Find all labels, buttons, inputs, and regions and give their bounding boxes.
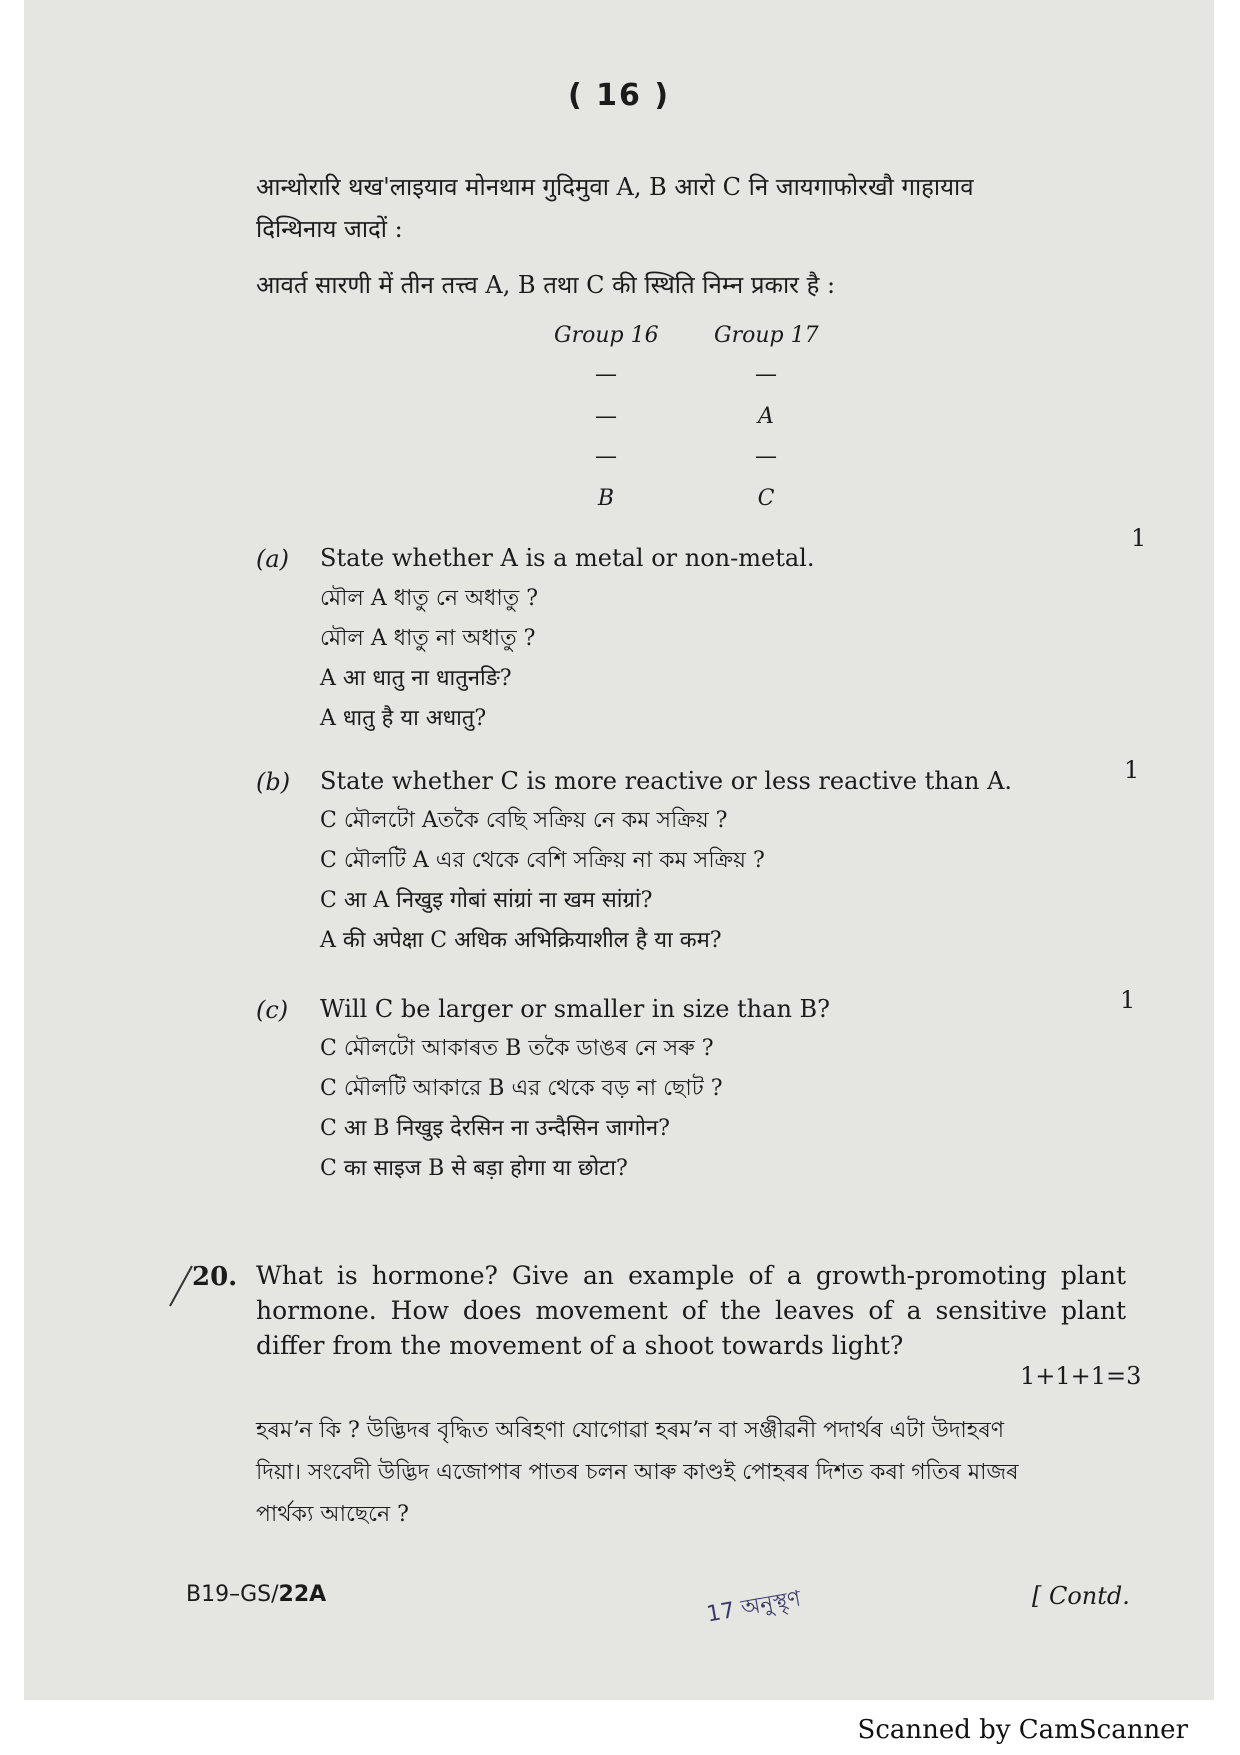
subq-a-marks: 1 — [1131, 524, 1147, 552]
table-cell-r1-g16: — — [595, 362, 617, 387]
group-17-header: Group 17 — [714, 323, 819, 348]
paper-code-suffix: 22A — [278, 1582, 327, 1607]
subq-b-assamese: C মৌলটো Aতকৈ বেছি সক্ৰিয় নে কম সক্ৰিয় ? — [320, 808, 728, 833]
continued-label: [ Contd. — [1032, 1582, 1130, 1610]
handwritten-note: 17 অনুস্থৃণ — [704, 1586, 803, 1628]
subq-c-hindi: C का साइज B से बड़ा होगा या छोटा? — [320, 1156, 628, 1181]
question-20-number: 20. — [192, 1262, 238, 1292]
paper-code — [186, 1582, 326, 1607]
question-20-marks: 1+1+1=3 — [1020, 1362, 1142, 1390]
paper-code-prefix: B19–GS/ — [186, 1582, 279, 1607]
subq-a-bodo: A आ धातु ना धातुनङि? — [320, 666, 512, 691]
question-20-english: What is hormone? Give an example of a growth-promoting plant hormone. How does movement of the leaves of a sensitive plant differ from the movement of a shoot towards light? — [256, 1261, 1126, 1360]
subq-a-assamese: মৌল A ধাতু নে অধাতু ? — [320, 586, 539, 611]
table-cell-r3-g17: — — [755, 444, 777, 469]
question-20-assamese-line3: পাৰ্থক্য আছেনে ? — [256, 1502, 409, 1527]
table-cell-r2-g16: — — [595, 404, 617, 429]
group-16-header: Group 16 — [554, 323, 659, 348]
subq-b-marks: 1 — [1124, 756, 1140, 784]
question-20-assamese-line1: হৰমʼন কি ? উদ্ভিদৰ বৃদ্ধিত অৰিহণা যোগোৱা হৰমʼন বা সঞ্জীৱনী পদাৰ্থৰ এটা উদাহৰণ — [256, 1418, 1005, 1443]
subq-b-bodo: C आ A निखुइ गोबां सांग्रां ना खम सांग्रां? — [320, 888, 653, 913]
subq-c-marks: 1 — [1120, 986, 1136, 1014]
page-number: ( 16 ) — [567, 78, 671, 113]
table-cell-r3-g16: — — [595, 444, 617, 469]
subq-a-label: (a) — [256, 545, 290, 573]
intro-bodo-line1: आन्थोरारि थख'लाइयाव मोनथाम गुदिमुवा A, B आरो C नि जायगाफोरखौ गाहायाव — [256, 173, 974, 201]
subq-a-english: State whether A is a metal or non-metal. — [320, 544, 815, 572]
table-cell-r4-g17: C — [757, 486, 775, 511]
subq-c-bodo: C आ B निखुइ देरसिन ना उन्दैसिन जागोन? — [320, 1116, 670, 1141]
table-cell-r1-g17: — — [755, 362, 777, 387]
intro-hindi: आवर्त सारणी में तीन तत्त्व A, B तथा C की स्थिति निम्न प्रकार है : — [256, 271, 836, 299]
subq-a-bengali: মৌল A ধাতু না অধাতু ? — [320, 626, 536, 651]
scanner-watermark: Scanned by CamScanner — [857, 1715, 1188, 1745]
table-cell-r4-g16: B — [597, 486, 615, 511]
subq-a-hindi: A धातु है या अधातु? — [320, 706, 487, 731]
subq-c-label: (c) — [256, 996, 289, 1024]
subq-b-english: State whether C is more reactive or less reactive than A. — [320, 767, 1013, 795]
subq-b-hindi: A की अपेक्षा C अधिक अभिक्रियाशील है या कम? — [320, 928, 722, 953]
intro-bodo-line2: दिन्थिनाय जादों : — [256, 215, 403, 243]
scanned-page — [24, 0, 1214, 1700]
table-cell-r2-g17: A — [758, 404, 774, 429]
subq-c-assamese: C মৌলটো আকাৰত B তকৈ ডাঙৰ নে সৰু ? — [320, 1036, 714, 1061]
subq-b-bengali: C মৌলটি A এর থেকে বেশি সক্রিয় না কম সক্রিয় ? — [320, 848, 765, 873]
subq-c-english: Will C be larger or smaller in size than B? — [320, 995, 831, 1023]
subq-c-bengali: C মৌলটি আকারে B এর থেকে বড় না ছোট ? — [320, 1076, 723, 1101]
subq-b-label: (b) — [256, 768, 291, 796]
question-20-assamese-line2: দিয়া। সংবেদী উদ্ভিদ এজোপাৰ পাতৰ চলন আৰু কাণ্ডই পোহৰৰ দিশত কৰা গতিৰ মাজৰ — [256, 1460, 1019, 1485]
